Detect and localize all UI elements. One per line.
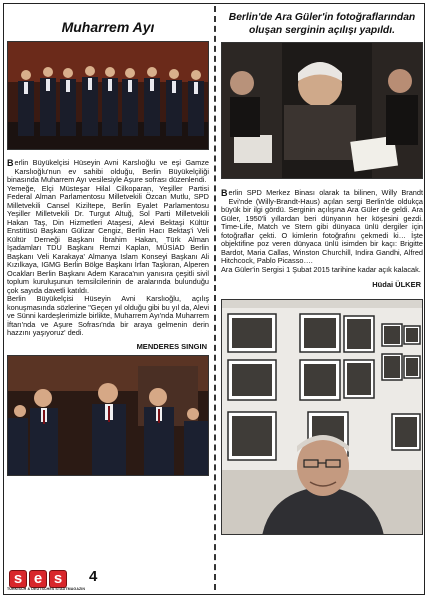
photo-diplomats bbox=[7, 355, 209, 476]
photo-exhibition-image bbox=[222, 300, 423, 535]
left-author: MENDERES SINGIN bbox=[136, 341, 207, 351]
left-paragraph-3: Berlin Büyükelçisi Hüseyin Avni Karslıoğlu, açılış konuşmasında sözlerine "Geçen yıl olduğu gibi bu yıl da, Alevi ve Sünni kardeşlerimizle birlikte, Muharrem Ayı'nda Muharrem İftarı'nda ve Aşure Sofrası'nda bir araya gelmenin derin hazzını yaşıyoruz' dedi. bbox=[7, 294, 209, 337]
logo-letter-3: s bbox=[49, 570, 67, 588]
right-paragraph-2: Ara Güler'in Sergisi 1 Şubat 2015 tarihine kadar açık kalacak. bbox=[221, 264, 421, 274]
footer bbox=[7, 570, 209, 594]
right-paragraph-1: B erlin SPD Merkez Binası olarak ta bilinen, Willy Brandt Evi'nde (Willy-Brandt-Haus) açılan sergi Berlin'de oldukça büyük bir ilgi gördü. Serginin açılışına Ara Güler de geldi. Ara Güler, 1950'li yıllardan beri dünyanın her köşesini gezdi. Time-Life, Match ve Stern gibi dünyaca ünlü dergiler için fotoğraflar çekti. O kimlerin fotoğrafını çekmedi ki… İşte objektifine poz veren dünyaca ünlü isimden bir kaçı: Brigitte Bardot, Maria Callas, Winston Churchill, Indira Gandhi, Alfred Hitchcock, Pablo Picasso…. bbox=[221, 188, 423, 265]
left-paragraph-2: Yemeğe, Elçi Müsteşar Hilal Cilkoparan, Yeşiller Partisi Federal Alman Parlamentosu Milletvekili Özcan Mutlu, SPD Milletvekili Cansel Kiziltepe, Berlin Eyalet Parlamentosu Yeşiller Milletvekili Dr. Turgut Altuğ, Sol Parti Milletvekili Hakan Taş, Din Hizmetleri Ataşesi, Alevi Bektaşi Kültür Enstitüsü Başkanı Gülizar Cengiz, Berlin Hacı Bektaş'i Veli Kültür Derneği Başkanı İbrahim Hakan, Türk Alman İşadamları TDU Başkanı Remzi Kaplan, MÜSİAD Berlin Başkanı Veli Karakaya' Almanya Islam Konseyi Başkanı Ali Kızılkaya, IGMG Berlin Bölge Başkanı İrfan Taşkıran, Alperen Ocakları Berlin Başkanı Adem Karaca'nın yanısıra çeşitli sivil toplum kuruluşunun temsilcilerinin de aralarında bulunduğu çok sayıda davetli katıldı. bbox=[7, 183, 209, 295]
page-number: 4 bbox=[89, 568, 98, 585]
right-column bbox=[221, 6, 423, 535]
photo-ara-guler-signing-image bbox=[222, 43, 423, 179]
ses-logo bbox=[9, 570, 69, 588]
dropcap: B bbox=[221, 188, 228, 198]
column-divider bbox=[214, 6, 216, 590]
photo-group-officials bbox=[7, 41, 209, 150]
right-article bbox=[221, 189, 423, 274]
left-paragraph-1: B erlin Büyükelçisi Hüseyin Avni Karslıoğlu ve eşi Gamze Karslıoğlu'nun ev sahibi olduğu, Berlin Büyükelçiliği binasında Muharrem Ayı vesilesiyle Aşure sofrası düzenlendi. bbox=[7, 158, 209, 184]
photo-ara-guler-signing bbox=[221, 42, 423, 179]
photo-exhibition bbox=[221, 299, 423, 535]
dropcap: B bbox=[7, 158, 14, 168]
left-article bbox=[7, 159, 209, 338]
right-author: Hüdai ÜLKER bbox=[372, 280, 421, 289]
logo-letter-1: s bbox=[9, 570, 27, 588]
logo-letter-2: e bbox=[29, 570, 47, 588]
right-headline: Berlin'de Ara Güler'in fotoğraflarından oluşan serginin açılışı yapıldı. bbox=[228, 12, 416, 36]
logo-subtitle: TÜRKISCH & DEUTSCHES STADTMAGAZIN bbox=[7, 587, 86, 591]
photo-group-officials-image bbox=[8, 42, 209, 150]
left-headline: Muharrem Ayı bbox=[61, 19, 155, 35]
photo-diplomats-image bbox=[8, 356, 209, 476]
left-column bbox=[7, 6, 209, 476]
